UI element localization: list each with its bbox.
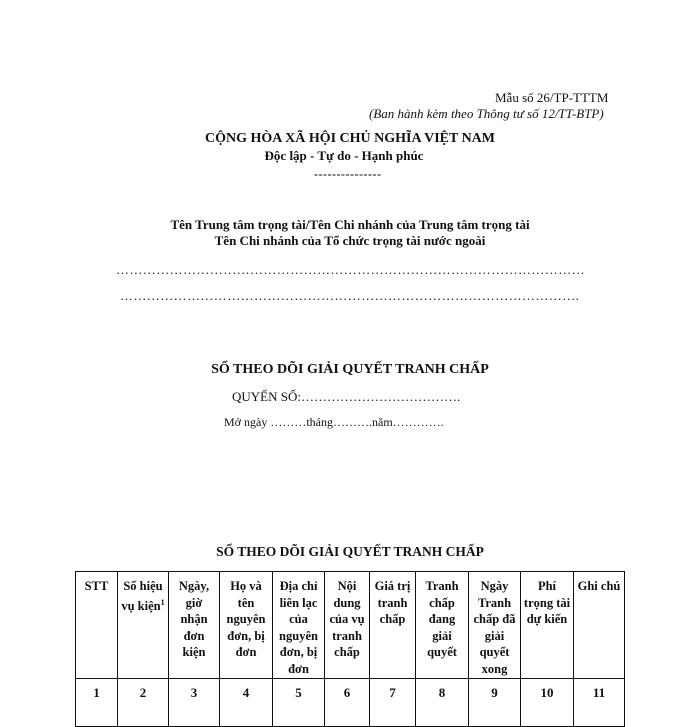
- column-header-label: Phí trọng tài dự kiến: [523, 579, 571, 626]
- column-header-dispute-value: [370, 572, 416, 679]
- column-header-in-progress: [416, 572, 469, 679]
- column-header-label: Số hiệu vụ kiện: [121, 579, 163, 613]
- column-header-dispute-content: [325, 572, 370, 679]
- column-number-cell: 9: [469, 679, 521, 727]
- column-header-label: Địa chỉ liên lạc của nguyên đơn, bị đơn: [279, 579, 318, 676]
- volume-number-line: QUYỂN SỐ:……………………………….: [232, 389, 461, 404]
- column-header-arbitration-fee: [521, 572, 574, 679]
- column-header-label: Ngày, giờ nhận đơn kiện: [178, 579, 210, 659]
- column-header-case-number: [118, 572, 169, 679]
- column-header-party-address: [273, 572, 325, 679]
- nation-title: CỘNG HÒA XÃ HỘI CHỦ NGHĨA VIỆT NAM: [204, 131, 495, 146]
- issued-with-note: (Ban hành kèm theo Thông tư số 12/TT-BTP): [369, 106, 604, 121]
- column-number-row: [76, 679, 625, 727]
- column-number-cell: 7: [370, 679, 416, 727]
- column-header-stt: [76, 572, 118, 679]
- column-header-label: Nội dung của vụ tranh chấp: [329, 579, 365, 659]
- column-header-party-names: [220, 572, 273, 679]
- organization-blank-2: ………………………………………………………………………………………….: [120, 288, 580, 303]
- separator: ---------------: [314, 167, 382, 181]
- column-number-cell: 5: [273, 679, 325, 727]
- organization-blank-1: ……………………………………………………………………………………………: [116, 262, 585, 277]
- opened-date-line: Mở ngày ………tháng……….năm………….: [224, 415, 444, 429]
- column-header-resolved-date: [469, 572, 521, 679]
- column-number-cell: 3: [169, 679, 220, 727]
- column-number-cell: 11: [574, 679, 625, 727]
- motto-text: Độc lập - Tự do - Hạnh phúc: [264, 148, 424, 163]
- column-header-notes: [574, 572, 625, 679]
- book-title: SỔ THEO DÕI GIẢI QUYẾT TRANH CHẤP: [211, 362, 489, 377]
- organization-line-2: Tên Chi nhánh của Tổ chức trọng tài nước ngoài: [214, 233, 486, 248]
- column-header-label: STT: [84, 579, 109, 593]
- column-number-cell: 6: [325, 679, 370, 727]
- column-number-cell: 1: [76, 679, 118, 727]
- motto: [0, 148, 700, 164]
- column-header-label: Tranh chấp đang giải quyết: [425, 579, 459, 659]
- table-title: SỔ THEO DÕI GIẢI QUYẾT TRANH CHẤP: [216, 544, 484, 559]
- column-number-cell: 2: [118, 679, 169, 727]
- footnote-marker: 1: [160, 597, 165, 607]
- column-header-label: Họ và tên nguyên đơn, bị đơn: [226, 579, 266, 659]
- dispute-log-table: [75, 571, 625, 727]
- organization-line-1: Tên Trung tâm trọng tài/Tên Chi nhánh của Trung tâm trọng tài: [170, 217, 530, 232]
- column-header-label: Ghi chú: [577, 579, 621, 593]
- form-code: Mẫu số 26/TP-TTTM: [495, 90, 609, 105]
- column-number-cell: 4: [220, 679, 273, 727]
- header-row: [76, 572, 625, 679]
- column-header-label: Ngày Tranh chấp đã giải quyết xong: [473, 579, 516, 676]
- column-header-label: Giá trị tranh chấp: [374, 579, 411, 626]
- column-number-cell: 10: [521, 679, 574, 727]
- column-header-received-date: [169, 572, 220, 679]
- column-number-cell: 8: [416, 679, 469, 727]
